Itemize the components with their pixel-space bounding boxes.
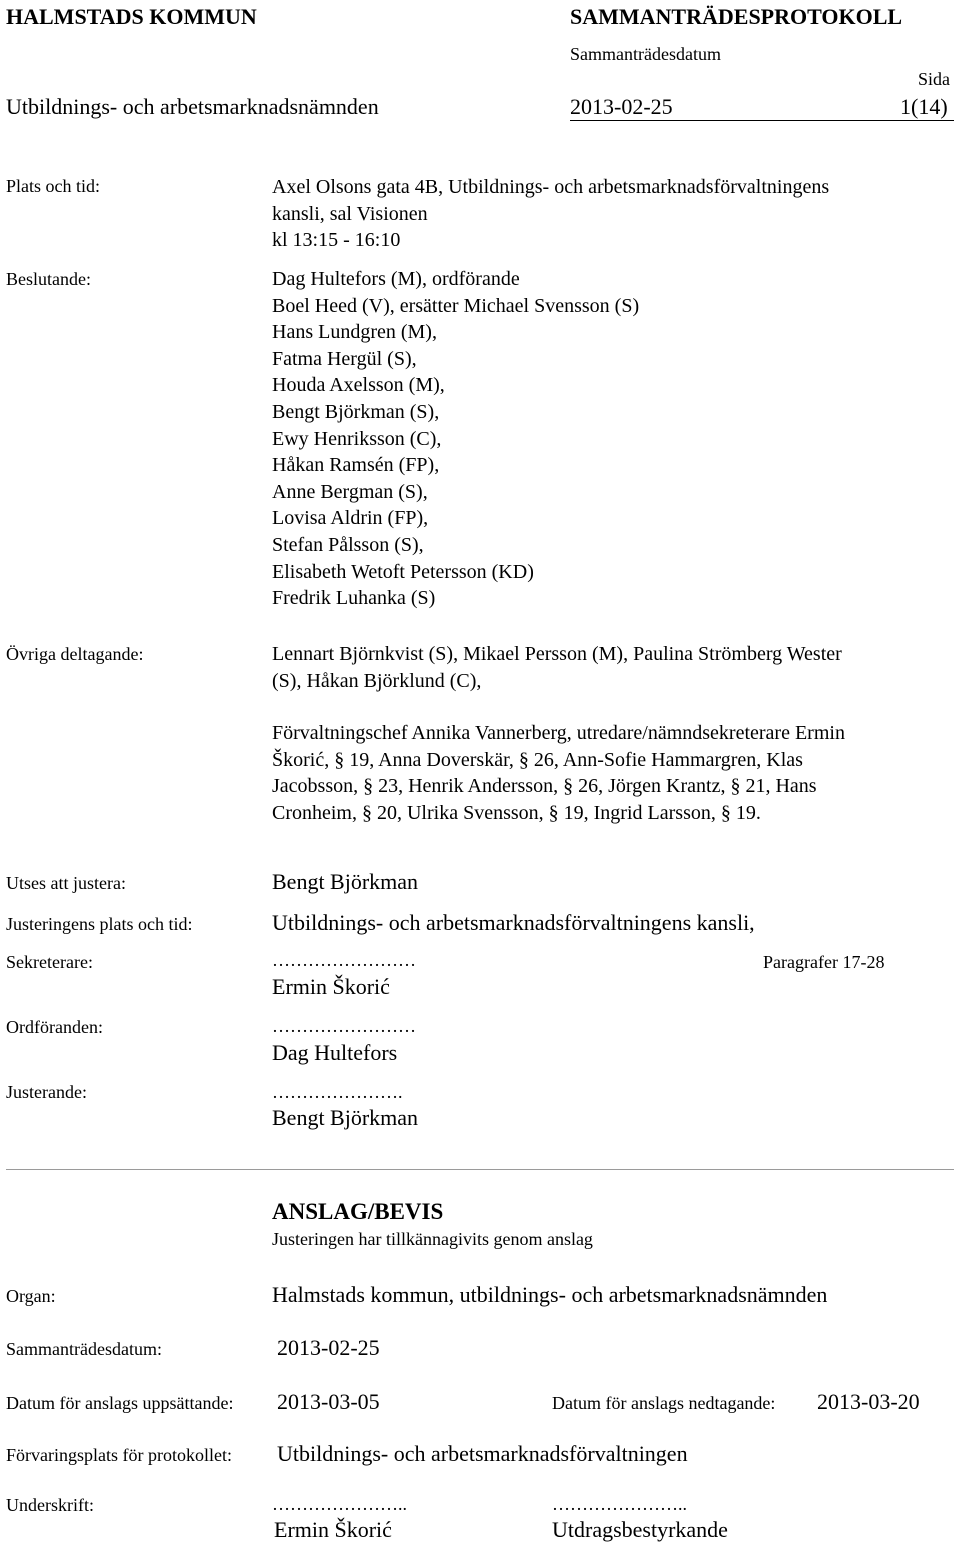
list-item: Fredrik Luhanka (S) (272, 587, 436, 610)
header-rule (570, 120, 954, 121)
place-line: kansli, sal Visionen (272, 202, 428, 225)
document-type: SAMMANTRÄDESPROTOKOLL (570, 4, 903, 29)
signature-line: …………………. (272, 1082, 403, 1102)
adjuster-name: Bengt Björkman (272, 869, 419, 894)
removed-date: 2013-03-20 (817, 1389, 920, 1414)
chair-label: Ordföranden: (6, 1017, 103, 1037)
removed-date-label: Datum för anslags nedtagande: (552, 1393, 776, 1413)
adjustment-place: Utbildnings- och arbetsmarknadsförvaltningens kansli, (272, 910, 755, 935)
list-item: Anne Bergman (S), (272, 480, 428, 503)
signature-line: ………………….. (272, 1494, 407, 1514)
meeting-date: 2013-02-25 (570, 94, 673, 119)
meeting-date-label: Sammanträdesdatum (570, 44, 721, 64)
organ-value: Halmstads kommun, utbildnings- och arbetsmarknadsnämnden (272, 1282, 828, 1307)
adjusting-label: Justerande: (6, 1082, 87, 1102)
signature-line: ………………….. (552, 1494, 687, 1514)
committee-name: Utbildnings- och arbetsmarknadsnämnden (6, 94, 379, 119)
list-item: Houda Axelsson (M), (272, 374, 445, 397)
others-line: Lennart Björnkvist (S), Mikael Persson (M), Paulina Strömberg Wester (272, 643, 842, 665)
signature-label: Underskrift: (6, 1495, 94, 1515)
list-item: Stefan Pålsson (S), (272, 533, 424, 556)
staff-line: Cronheim, § 20, Ulrika Svensson, § 19, Ingrid Larsson, § 19. (272, 801, 761, 824)
staff-line: Škorić, § 19, Anna Doverskär, § 26, Ann-Sofie Hammargren, Klas (272, 748, 803, 771)
list-item: Hans Lundgren (M), (272, 321, 437, 344)
storage-value: Utbildnings- och arbetsmarknadsförvaltningen (277, 1441, 688, 1466)
storage-label: Förvaringsplats för protokollet: (6, 1445, 232, 1465)
section-divider (6, 1169, 954, 1170)
list-item: Fatma Hergül (S), (272, 347, 417, 370)
page-label: Sida (918, 69, 951, 89)
adjuster-label: Utses att justera: (6, 873, 126, 893)
adjusting-name: Bengt Björkman (272, 1105, 419, 1130)
list-item: Bengt Björkman (S), (272, 400, 440, 423)
municipality-name: HALMSTADS KOMMUN (6, 4, 257, 29)
place-text (272, 174, 829, 254)
signature-line: …………………… (272, 1016, 416, 1036)
notice-meeting-date: 2013-02-25 (277, 1335, 380, 1360)
list-item: Ewy Henriksson (C), (272, 427, 442, 450)
place-line: Axel Olsons gata 4B, Utbildnings- och arbetsmarknadsförvaltningens (272, 176, 830, 198)
list-item: Lovisa Aldrin (FP), (272, 507, 429, 530)
others-line: (S), Håkan Björklund (C), (272, 669, 482, 692)
secretary-name: Ermin Škorić (272, 974, 390, 999)
list-item: Håkan Ramsén (FP), (272, 454, 440, 477)
notice-meeting-date-label: Sammanträdesdatum: (6, 1339, 162, 1359)
signer-name: Ermin Škorić (274, 1517, 392, 1542)
adjustment-place-label: Justeringens plats och tid: (6, 914, 193, 934)
signature-line: …………………… (272, 950, 416, 970)
posted-date-label: Datum för anslags uppsättande: (6, 1393, 234, 1413)
paragraph-range: Paragrafer 17-28 (763, 952, 885, 972)
others-label: Övriga deltagande: (6, 644, 144, 664)
deciding-list (272, 266, 639, 612)
secretary-label: Sekreterare: (6, 952, 93, 972)
others-text (272, 641, 842, 694)
certified-copy-label: Utdragsbestyrkande (552, 1517, 728, 1542)
notice-subtitle: Justeringen har tillkännagivits genom anslag (272, 1229, 593, 1249)
list-item: Dag Hultefors (M), ordförande (272, 268, 520, 290)
list-item: Boel Heed (V), ersätter Michael Svensson (S) (272, 294, 640, 317)
list-item: Elisabeth Wetoft Petersson (KD) (272, 560, 534, 583)
posted-date: 2013-03-05 (277, 1389, 380, 1414)
place-line: kl 13:15 - 16:10 (272, 229, 401, 252)
notice-title: ANSLAG/BEVIS (272, 1199, 444, 1224)
chair-name: Dag Hultefors (272, 1040, 398, 1065)
place-label: Plats och tid: (6, 176, 100, 196)
deciding-label: Beslutande: (6, 269, 91, 289)
staff-line: Jacobsson, § 23, Henrik Andersson, § 26, Jörgen Krantz, § 21, Hans (272, 775, 817, 798)
staff-text (272, 720, 845, 826)
staff-line: Förvaltningschef Annika Vannerberg, utredare/nämndsekreterare Ermin (272, 722, 845, 744)
organ-label: Organ: (6, 1286, 56, 1306)
page-number: 1(14) (900, 94, 948, 119)
